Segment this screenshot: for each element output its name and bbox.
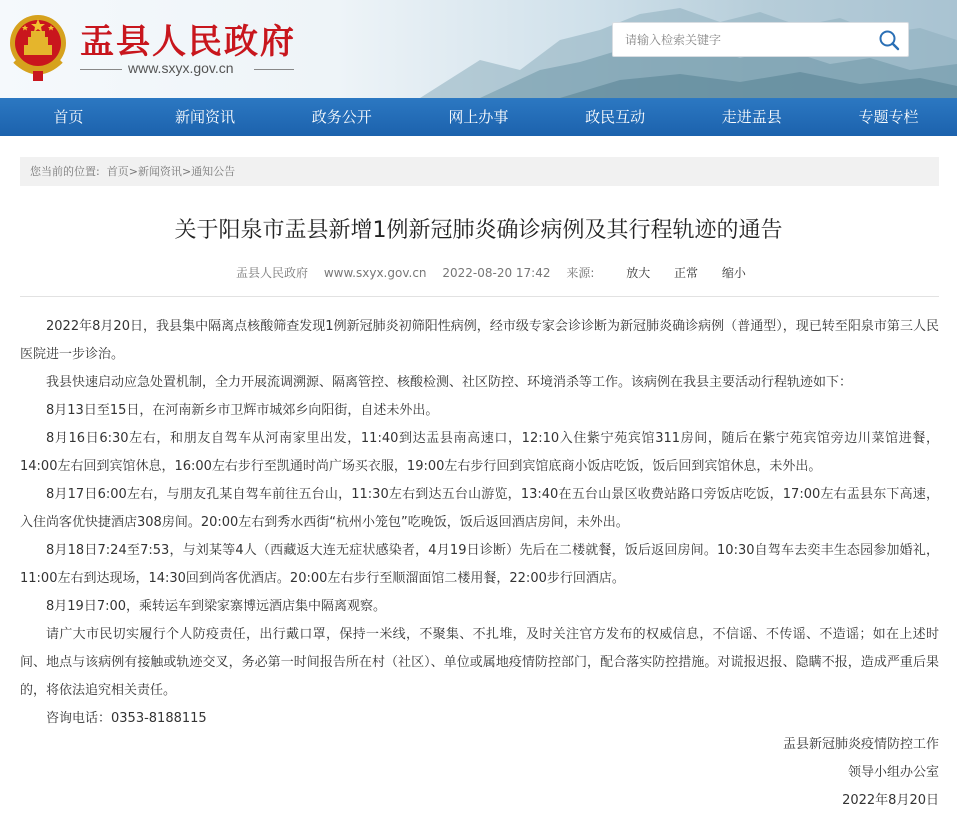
paragraph: 2022年8月20日，我县集中隔离点核酸筛查发现1例新冠肺炎初筛阳性病例，经市级专家会诊诊断为新冠肺炎确诊病例（普通型），现已转至阳泉市第三人民医院进一步诊治。	[20, 319, 939, 362]
search-icon[interactable]	[878, 29, 900, 51]
nav-about-county[interactable]: 走进盂县	[721, 108, 782, 126]
site-title: 盂县人民政府	[80, 22, 296, 62]
search-input[interactable]	[613, 23, 863, 56]
site-header	[0, 0, 957, 98]
national-emblem-icon	[7, 9, 69, 85]
contact-phone: 咨询电话：0353-8188115	[46, 711, 207, 726]
nav-interaction[interactable]: 政民互动	[585, 108, 646, 126]
breadcrumb-news[interactable]: 新闻资讯	[137, 165, 182, 178]
paragraph: 8月19日7:00，乘转运车到梁家寨博远酒店集中隔离观察。	[46, 599, 387, 614]
font-size-small-button[interactable]: 缩小	[721, 266, 746, 280]
signature-line: 盂县新冠肺炎疫情防控工作	[782, 737, 939, 752]
nav-news[interactable]: 新闻资讯	[175, 108, 236, 126]
breadcrumb	[20, 157, 939, 186]
paragraph: 8月17日6:00左右，与朋友孔某自驾车前往五台山，11:30左右到达五台山游览，13:40在五台山景区收费站路口旁饭店吃饭，17:00左右盂县东下高速，入住尚客优快捷酒店308房间。20:00左右到秀水西街“杭州小笼包”吃晚饭，饭后返回酒店房间，未外出。	[20, 487, 939, 530]
signature-date: 2022年8月20日	[842, 793, 939, 808]
breadcrumb-notices[interactable]: 通知公告	[191, 165, 236, 178]
font-size-normal-button[interactable]: 正常	[674, 266, 699, 280]
meta-source-label: 来源:	[566, 266, 595, 280]
breadcrumb-home[interactable]: 首页	[106, 165, 129, 178]
article-title: 关于阳泉市盂县新增1例新冠肺炎确诊病例及其行程轨迹的通告	[174, 218, 783, 243]
paragraph: 我县快速启动应急处置机制，全力开展流调溯源、隔离管控、核酸检测、社区防控、环境消杀等工作。该病例在我县主要活动行程轨迹如下：	[46, 375, 853, 390]
site-url: www.sxyx.gov.cn	[128, 60, 234, 76]
font-size-large-button[interactable]: 放大	[626, 266, 651, 280]
paragraph: 8月18日7:24至7:53，与刘某等4人（西藏返大连无症状感染者，4月19日诊断）先后在二楼就餐，饭后返回房间。10:30自驾车去奕丰生态园参加婚礼，11:00左右到达现场，14:30回到尚客优酒店。20:00左右步行至顺溜面馆二楼用餐，22:00步行回酒店。	[20, 543, 939, 586]
main-nav	[0, 98, 957, 136]
nav-special-topics[interactable]: 专题专栏	[858, 108, 919, 126]
paragraph: 8月13日至15日，在河南新乡市卫辉市城郊乡向阳街，自述未外出。	[46, 403, 439, 418]
nav-online-services[interactable]: 网上办事	[448, 108, 509, 126]
breadcrumb-separator: >	[181, 165, 192, 178]
paragraph: 请广大市民切实履行个人防疫责任，出行戴口罩，保持一米线，不聚集、不扎堆，及时关注官方发布的权威信息，不信谣、不传谣、不造谣；如在上述时间、地点与该病例有接触或轨迹交叉，务必第一时间报告所在村（社区）、单位或属地疫情防控部门，配合落实防控措施。对谎报迟报、隐瞒不报，造成严重后果的，将依法追究相关责任。	[20, 627, 939, 698]
breadcrumb-prefix: 您当前的位置:	[30, 165, 100, 178]
signature-block	[783, 731, 939, 815]
nav-home[interactable]: 首页	[53, 108, 84, 126]
meta-publisher: 盂县人民政府	[236, 266, 309, 280]
url-divider-right	[254, 69, 294, 70]
search-box	[612, 22, 909, 57]
meta-datetime: 2022-08-20 17:42	[442, 266, 551, 280]
paragraph: 8月16日6:30左右，和朋友自驾车从河南家里出发，11:40到达盂县南高速口，12:10入住紫宁苑宾馆311房间，随后在紫宁苑宾馆旁边川菜馆进餐，14:00左右回到宾馆休息，16:00左右步行至凯通时尚广场买衣服，19:00左右步行回到宾馆底商小饭店吃饭，饭后回到宾馆休息，未外出。	[20, 431, 939, 474]
article-body	[20, 313, 939, 733]
breadcrumb-separator: >	[128, 165, 138, 178]
signature-line: 领导小组办公室	[847, 765, 939, 780]
nav-government-affairs[interactable]: 政务公开	[311, 108, 372, 126]
article-meta	[236, 264, 766, 281]
meta-divider	[20, 296, 939, 297]
url-divider-left	[80, 69, 122, 70]
meta-site: www.sxyx.gov.cn	[323, 266, 427, 280]
